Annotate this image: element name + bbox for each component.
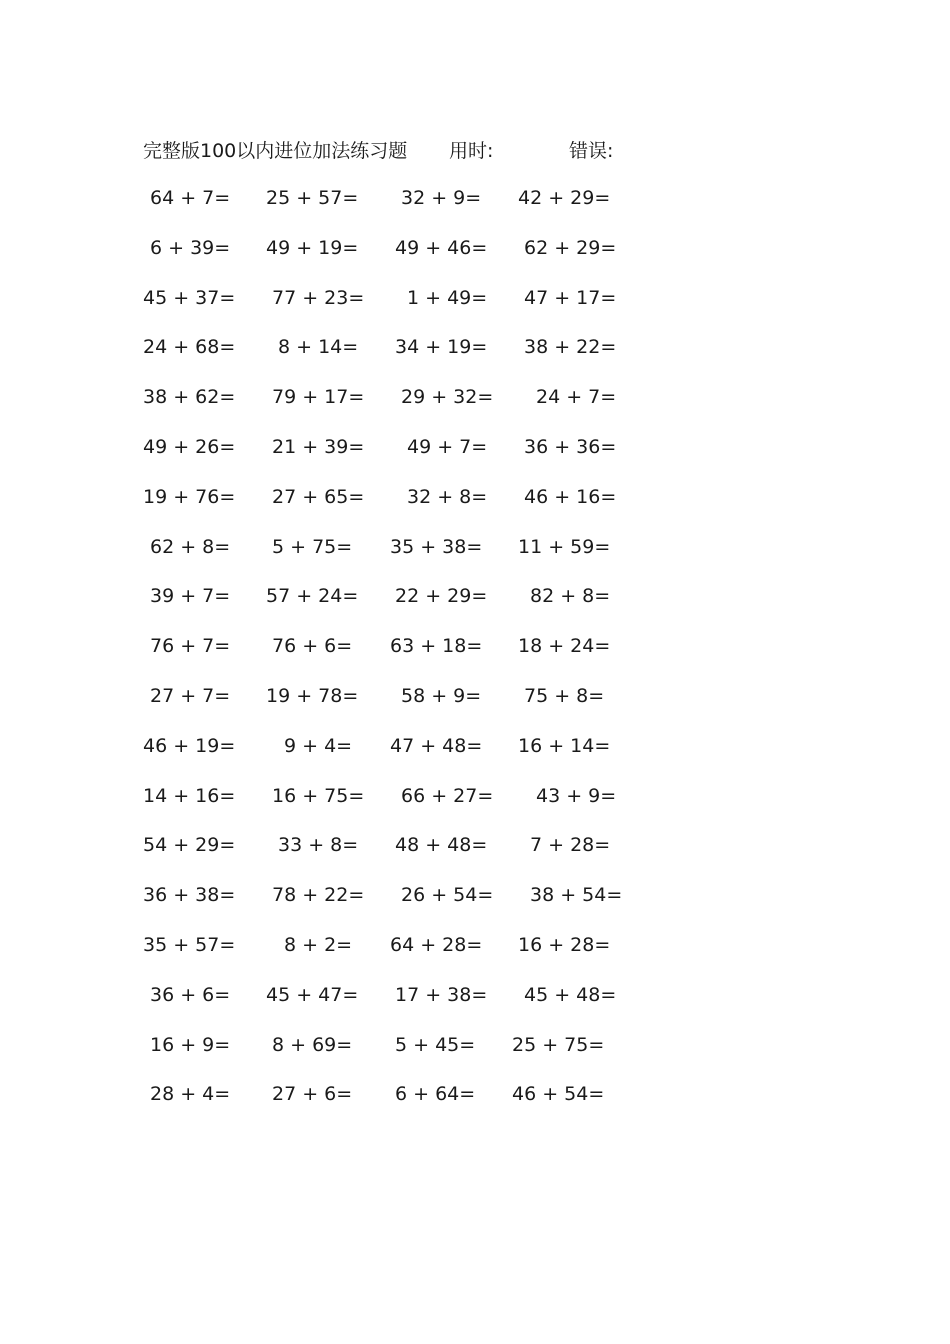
math-problem: 6 + 64=	[395, 1083, 476, 1106]
math-problem: 64 + 28=	[390, 934, 483, 956]
math-problem: 1 + 49=	[407, 286, 488, 309]
math-problem: 34 + 19=	[395, 336, 488, 359]
math-problem: 11 + 59=	[518, 535, 611, 558]
math-problem: 22 + 29=	[395, 585, 488, 608]
math-problem: 6 + 39=	[150, 236, 231, 259]
math-problem: 54 + 29=	[143, 834, 236, 857]
math-problem: 36 + 38=	[143, 884, 236, 907]
math-problem: 49 + 19=	[266, 236, 359, 259]
math-problem: 18 + 24=	[518, 635, 611, 658]
math-problem: 16 + 9=	[150, 1033, 231, 1056]
math-problem: 82 + 8=	[530, 585, 611, 608]
math-problem: 49 + 26=	[143, 436, 236, 458]
math-problem: 25 + 75=	[512, 1033, 605, 1056]
math-problem: 45 + 37=	[143, 286, 236, 309]
math-problem: 27 + 7=	[150, 685, 231, 707]
math-problem: 45 + 48=	[524, 983, 617, 1006]
math-problem: 49 + 7=	[407, 436, 488, 458]
math-problem: 17 + 38=	[395, 983, 488, 1006]
math-problem: 19 + 76=	[143, 485, 236, 508]
math-problem: 27 + 6=	[272, 1083, 353, 1106]
math-problem: 79 + 17=	[272, 386, 365, 409]
math-problem: 62 + 8=	[150, 535, 231, 558]
worksheet-title: 完整版100以内进位加法练习题	[143, 140, 408, 162]
math-problem: 47 + 17=	[524, 286, 617, 309]
math-problem: 35 + 38=	[390, 535, 483, 558]
math-problem: 66 + 27=	[401, 784, 494, 807]
math-problem: 19 + 78=	[266, 685, 359, 707]
math-problem: 16 + 14=	[518, 734, 611, 757]
math-problem: 57 + 24=	[266, 585, 359, 608]
math-problem: 32 + 8=	[407, 485, 488, 508]
math-problem: 26 + 54=	[401, 884, 494, 907]
math-problem: 14 + 16=	[143, 784, 236, 807]
math-problem: 27 + 65=	[272, 485, 365, 508]
math-problem: 46 + 54=	[512, 1083, 605, 1106]
math-problem: 39 + 7=	[150, 585, 231, 608]
time-label: 用时:	[449, 140, 494, 162]
math-problem: 24 + 68=	[143, 336, 236, 359]
math-problem: 21 + 39=	[272, 436, 365, 458]
math-problem: 9 + 4=	[284, 734, 353, 757]
math-problem: 76 + 7=	[150, 635, 231, 658]
math-problem: 38 + 62=	[143, 386, 236, 409]
math-problem: 35 + 57=	[143, 934, 236, 956]
math-problem: 8 + 69=	[272, 1033, 353, 1056]
math-problem: 7 + 28=	[530, 834, 611, 857]
math-problem: 8 + 14=	[278, 336, 359, 359]
math-problem: 63 + 18=	[390, 635, 483, 658]
math-problem: 78 + 22=	[272, 884, 365, 907]
math-problem: 64 + 7=	[150, 187, 231, 209]
errors-label: 错误:	[569, 140, 614, 162]
math-problem: 47 + 48=	[390, 734, 483, 757]
math-problem: 5 + 75=	[272, 535, 353, 558]
math-problem: 5 + 45=	[395, 1033, 476, 1056]
math-problem: 43 + 9=	[536, 784, 617, 807]
math-problem: 38 + 22=	[524, 336, 617, 359]
math-problem: 36 + 6=	[150, 983, 231, 1006]
math-problem: 62 + 29=	[524, 236, 617, 259]
math-problem: 8 + 2=	[284, 934, 353, 956]
math-problem: 42 + 29=	[518, 187, 611, 209]
math-problem: 49 + 46=	[395, 236, 488, 259]
math-problem: 46 + 16=	[524, 485, 617, 508]
math-problem: 38 + 54=	[530, 884, 623, 907]
math-problem: 24 + 7=	[536, 386, 617, 409]
math-problem: 76 + 6=	[272, 635, 353, 658]
math-problem: 25 + 57=	[266, 187, 359, 209]
math-problem: 16 + 75=	[272, 784, 365, 807]
math-problem: 58 + 9=	[401, 685, 482, 707]
math-problem: 33 + 8=	[278, 834, 359, 857]
math-problem: 45 + 47=	[266, 983, 359, 1006]
math-problem: 48 + 48=	[395, 834, 488, 857]
math-problem: 36 + 36=	[524, 436, 617, 458]
math-problem: 46 + 19=	[143, 734, 236, 757]
math-problem: 77 + 23=	[272, 286, 365, 309]
math-problem: 32 + 9=	[401, 187, 482, 209]
math-problem: 75 + 8=	[524, 685, 605, 707]
math-problem: 28 + 4=	[150, 1083, 231, 1106]
math-problem: 29 + 32=	[401, 386, 494, 409]
math-problem: 16 + 28=	[518, 934, 611, 956]
